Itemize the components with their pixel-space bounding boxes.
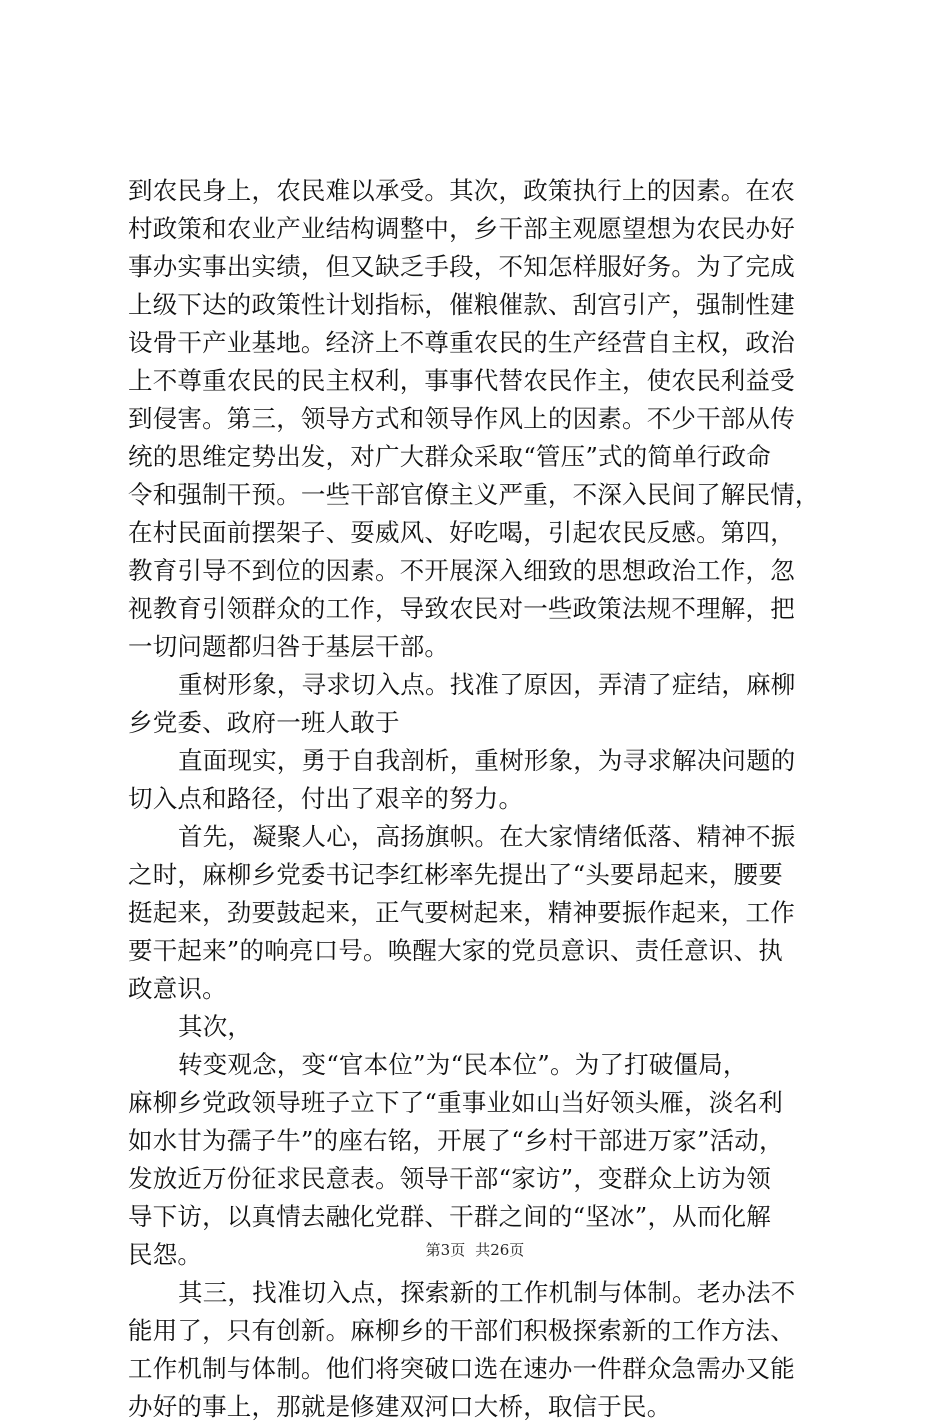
text-line: 事办实事出实绩，但又缺乏手段，不知怎样服好务。为了完成 (128, 252, 795, 281)
text-line: 到农民身上，农民难以承受。其次，政策执行上的因素。在农 (128, 176, 795, 205)
text-line: 导下访，以真情去融化党群、干群之间的“坚冰”，从而化解 (128, 1202, 771, 1231)
text-line: 重树形象，寻求切入点。找准了原因，弄清了症结，麻柳 (178, 670, 796, 699)
text-line: 要干起来”的响亮口号。唤醒大家的党员意识、责任意识、执 (128, 936, 783, 965)
text-line: 其三，找准切入点，探索新的工作机制与体制。老办法不 (178, 1278, 796, 1307)
text-line: 首先，凝聚人心，高扬旗帜。在大家情绪低落、精神不振 (178, 822, 796, 851)
text-line: 转变观念，变“官本位”为“民本位”。为了打破僵局， (178, 1050, 748, 1079)
text-line: 统的思维定势出发，对广大群众采取“管压”式的简单行政命 (128, 442, 771, 471)
text-line: 之时，麻柳乡党委书记李红彬率先提出了“头要昂起来，腰要 (128, 860, 783, 889)
text-line: 上不尊重农民的民主权利，事事代替农民作主，使农民利益受 (128, 366, 795, 395)
text-line: 办好的事上，那就是修建双河口大桥，取信于民。 (128, 1392, 672, 1421)
text-line: 一切问题都归咎于基层干部。 (128, 632, 450, 661)
text-line: 视教育引领群众的工作，导致农民对一些政策法规不理解，把 (128, 594, 795, 623)
text-line: 上级下达的政策性计划指标，催粮催款、刮宫引产，强制性建 (128, 290, 795, 319)
text-line: 挺起来，劲要鼓起来，正气要树起来，精神要振作起来，工作 (128, 898, 795, 927)
text-line: 教育引导不到位的因素。不开展深入细致的思想政治工作，忽 (128, 556, 795, 585)
text-line: 工作机制与体制。他们将突破口选在速办一件群众急需办又能 (128, 1354, 795, 1383)
page-footer (0, 1240, 950, 1260)
text-line: 能用了，只有创新。麻柳乡的干部们积极探索新的工作方法、 (128, 1316, 795, 1345)
text-line: 设骨干产业基地。经济上不尊重农民的生产经营自主权，政治 (128, 328, 795, 357)
text-line: 民怨。 (128, 1240, 203, 1269)
page-number: 第3页 (425, 1241, 466, 1259)
text-line: 令和强制干预。一些干部官僚主义严重，不深入民间了解民情， (128, 480, 820, 509)
text-line: 到侵害。第三，领导方式和领导作风上的因素。不少干部从传 (128, 404, 795, 433)
text-line: 政意识。 (128, 974, 227, 1003)
document-body (128, 172, 840, 1426)
page-total: 共26页 (475, 1241, 525, 1259)
text-line: 如水甘为孺子牛”的座右铭，开展了“乡村干部进万家”活动， (128, 1126, 784, 1155)
text-line: 乡党委、政府一班人敢于 (128, 708, 400, 737)
text-line: 在村民面前摆架子、耍威风、好吃喝，引起农民反感。第四， (128, 518, 795, 547)
text-line: 直面现实，勇于自我剖析，重树形象，为寻求解决问题的 (178, 746, 796, 775)
text-line: 切入点和路径，付出了艰辛的努力。 (128, 784, 524, 813)
text-line: 麻柳乡党政领导班子立下了“重事业如山当好领头雁，淡名利 (128, 1088, 783, 1117)
text-line: 发放近万份征求民意表。领导干部“家访”，变群众上访为领 (128, 1164, 771, 1193)
text-line: 其次， (178, 1012, 253, 1041)
text-line: 村政策和农业产业结构调整中，乡干部主观愿望想为农民办好 (128, 214, 795, 243)
